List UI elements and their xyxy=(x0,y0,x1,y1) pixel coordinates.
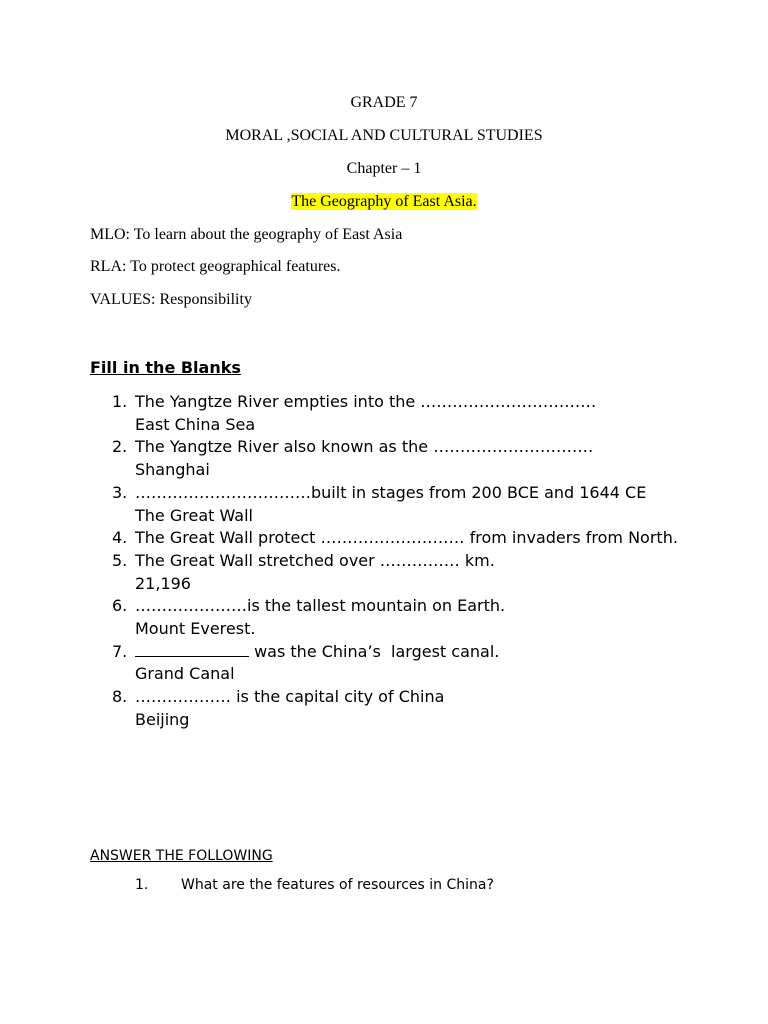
chapter-heading: Chapter – 1 xyxy=(346,160,422,177)
question-line xyxy=(135,641,690,664)
values-line: VALUES: Responsibility xyxy=(90,291,252,308)
item-number: 1. xyxy=(112,392,128,411)
item-number: 8. xyxy=(112,687,128,707)
answer-text: East China Sea xyxy=(135,414,256,434)
list-item xyxy=(90,686,690,731)
item-number: 5. xyxy=(112,550,128,570)
topic-heading xyxy=(0,193,768,211)
answer-text: The Great Wall xyxy=(135,505,253,525)
question-text: ……………… is the capital city of China xyxy=(135,687,445,707)
list-item xyxy=(90,641,690,686)
list-item xyxy=(90,482,690,527)
answer-text: Shanghai xyxy=(135,460,210,480)
question-text: The Yangtze River empties into the …………………………… xyxy=(135,392,597,411)
blank-underline xyxy=(135,642,249,657)
answer-text: Beijing xyxy=(135,709,190,729)
answer-text: Grand Canal xyxy=(135,664,235,684)
question-number: 1. xyxy=(135,877,149,893)
answer-text: 21,196 xyxy=(135,573,191,593)
grade-heading: GRADE 7 xyxy=(350,94,418,111)
question-text: The Great Wall protect ……………………… from invaders from North. xyxy=(135,528,678,548)
subject-heading: MORAL ,SOCIAL AND CULTURAL STUDIES xyxy=(225,127,543,144)
question-text: was the China’s largest canal. xyxy=(249,641,500,661)
list-item xyxy=(90,527,690,550)
fill-blanks-list xyxy=(90,391,690,732)
answer-text: Mount Everest. xyxy=(135,619,256,639)
question-text: What are the features of resources in China? xyxy=(181,877,494,893)
list-item xyxy=(90,391,690,436)
item-number: 2. xyxy=(112,437,128,457)
item-number: 7. xyxy=(112,641,128,661)
mlo-line: MLO: To learn about the geography of East Asia xyxy=(90,226,403,243)
fill-blanks-title: Fill in the Blanks xyxy=(90,358,241,377)
question-text: The Yangtze River also known as the ………………………… xyxy=(135,437,594,457)
item-number: 6. xyxy=(112,596,128,616)
list-item xyxy=(90,550,690,595)
question-text: ……………………………built in stages from 200 BCE and 1644 CE xyxy=(135,482,647,502)
question-text: …………………is the tallest mountain on Earth. xyxy=(135,596,506,616)
question-text: The Great Wall stretched over …………… km. xyxy=(135,550,495,570)
list-item xyxy=(90,436,690,481)
rla-line: RLA: To protect geographical features. xyxy=(90,258,341,275)
item-number: 3. xyxy=(112,482,128,502)
list-item xyxy=(90,595,690,640)
answer-section-title: ANSWER THE FOLLOWING xyxy=(90,848,273,864)
topic-highlight: The Geography of East Asia. xyxy=(291,193,477,210)
item-number: 4. xyxy=(112,528,128,548)
